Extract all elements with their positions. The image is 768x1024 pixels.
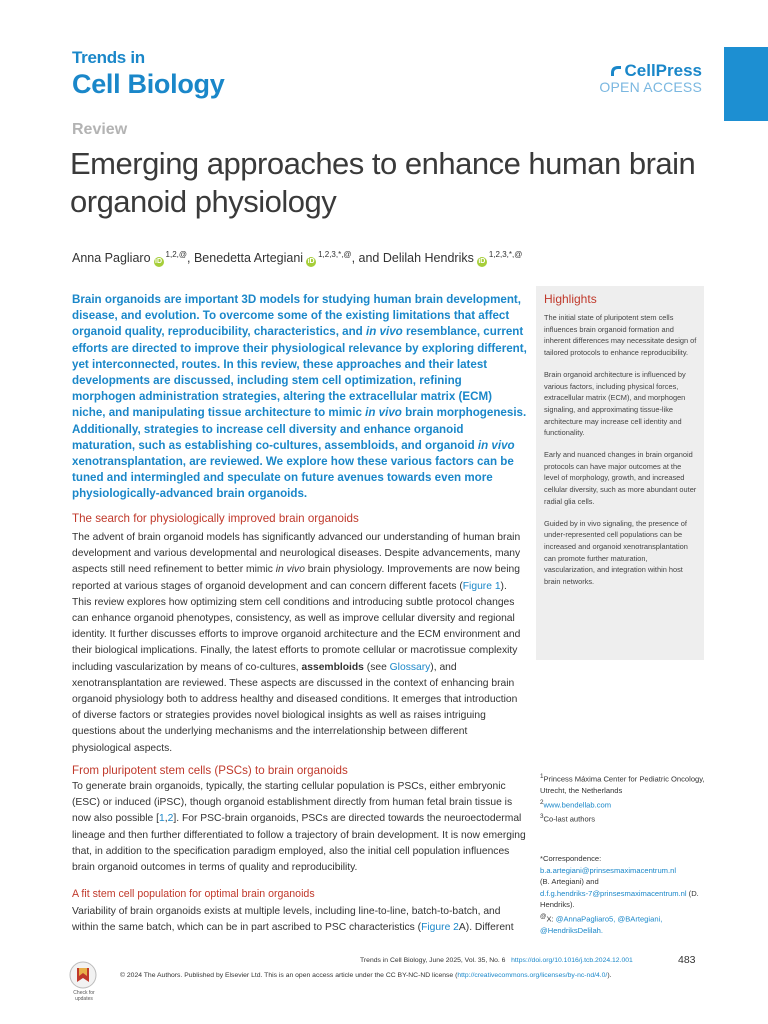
author-list <box>72 250 522 267</box>
license-link[interactable]: http://creativecommons.org/licenses/by-nc-nd/4.0/ <box>457 972 608 979</box>
body-text: To generate brain organoids, typically, the starting cellular population is PSCs, either embryonic (ESC) or induced (iPSC), though organoid establishment directly from human fetal brain tissue is now also possible [ <box>72 781 513 825</box>
body-text: , <box>164 813 168 825</box>
article-title: Emerging approaches to enhance human brain organoid physiology <box>70 146 696 219</box>
body-text: ), and xenotransplantation are reviewed. These aspects are discussed in the context of enhancing brain organoid physiology both to address healthy and diseased conditions. It emerges that introduction of diverse factors or strategies provides novel biological insights as well as raises intriguing questions about the underlying mechanisms and the interrelationship between different physiological aspects. <box>72 661 518 754</box>
citation-text: Trends in Cell Biology, June 2025, Vol. 35, No. 6 <box>360 957 506 964</box>
author-affiliation: 1,2,@ <box>165 250 187 259</box>
author-affiliation: 1,2,3,*,@ <box>318 250 352 259</box>
check-for-updates-label: Check for updates <box>73 990 95 1002</box>
license-text <box>120 972 611 979</box>
glossary-term: assembloids <box>301 661 364 673</box>
publisher-logo[interactable] <box>592 62 702 94</box>
journal-name-line2: Cell Biology <box>72 69 225 99</box>
journal-name <box>72 48 224 100</box>
abstract-text: xenotransplantation, are reviewed. We explore how these various factors can be tuned and intermingled and speculate on future avenues towards even more physiologically-advanced brain organoids. <box>72 455 514 501</box>
abstract-italic: in vivo <box>477 438 515 452</box>
body-text: Variability of brain organoids exists at multiple levels, including line-to-line, batch-to-batch, and within the same batch, which can be in part ascribed to PSC characteristics ( <box>72 906 501 934</box>
subsection-heading-stem-cell: A fit stem cell population for optimal brain organoids <box>72 888 315 900</box>
check-for-updates-icon[interactable] <box>68 960 98 990</box>
correspondence-name: (D. Hendriks). <box>540 888 699 909</box>
highlights-title: Highlights <box>544 292 597 306</box>
glossary-link[interactable]: Glossary <box>389 661 431 673</box>
affiliation-1: Princess Máxima Center for Pediatric Oncology, Utrecht, the Netherlands <box>540 774 705 796</box>
publisher-name: CellPress <box>624 61 702 80</box>
correspondence-label: *Correspondence: <box>540 854 602 863</box>
author-name: Delilah Hendriks <box>382 251 474 266</box>
highlight-item: Early and nuanced changes in brain organoid protocols can have major outcomes at the level of morphology, growth, and increased cellular diversity, such as more abundant outer radial glia cells. <box>544 450 697 506</box>
cellpress-logo-icon <box>609 64 623 78</box>
footer-citation <box>360 957 633 964</box>
affiliations: $^1$Princess Máxima Center for Pediatric Oncology, Utrecht, the Netherlands $^2$www.bendellab.com $^3$Co-last authors <box>540 773 705 824</box>
figure-1-link[interactable]: Figure 1 <box>462 580 501 592</box>
affiliation-3: Co-last authors <box>543 814 596 824</box>
figure-2-link[interactable]: Figure 2 <box>421 922 459 934</box>
article-type: Review <box>72 121 128 138</box>
body-text: (see <box>363 661 390 673</box>
email-link-artegiani[interactable]: b.a.artegiani@prinsesmaximacentrum.nl <box>540 865 677 875</box>
body-text: ). This review explores how optimizing stem cell conditions and introducing subtle protocol changes can enhance organoid phenotypes, consistency, as well as improve cellular diversity and regional identity. It further discusses efforts to improve organoid architecture and the ECM environment and their biological implications. Finally, the latest efforts to promote cellular or macrotissue complexity including vascularization by means of co-cultures, <box>72 580 521 673</box>
x-handles[interactable]: @AnnaPagliaro5, @BArtegiani, @HendriksDelilah. <box>540 914 663 935</box>
author-separator: , and <box>351 251 383 266</box>
journal-name-line1: Trends in <box>72 48 145 67</box>
section-heading-psc: From pluripotent stem cells (PSCs) to brain organoids <box>72 764 348 777</box>
body-text: ]. For PSC-brain organoids, PSCs are directed towards the neuroectodermal lineage and then further differentiated to follow a trajectory of brain development. It is now emerging that, in addition to the specification paradigm employed, also the initial cell population influences brain organoid outcomes in terms of quality and reproducibility. <box>72 813 526 874</box>
subsection-body-stem-cell <box>72 904 528 936</box>
abstract-text: brain morphogenesis. Additionally, strategies to increase cell diversity and enhance organoid maturation, such as establishing co-cultures, assembloids, and organoid <box>72 406 527 452</box>
orcid-icon[interactable]: iD <box>155 258 163 266</box>
abstract-italic: in vivo <box>365 406 402 420</box>
reference-link[interactable]: 1 <box>159 813 165 825</box>
section-heading-search: The search for physiologically improved brain organoids <box>72 512 359 525</box>
highlight-item: The initial state of pluripotent stem cells influences brain organoid formation and inherent differences may necessitate design of tailored protocols to enhance reproducibility. <box>544 313 697 358</box>
lab-website-link[interactable]: www.bendellab.com <box>543 800 612 810</box>
doi-link[interactable]: https://doi.org/10.1016/j.tcb.2024.12.001 <box>511 957 633 964</box>
abstract <box>72 292 528 503</box>
highlight-item: Brain organoid architecture is influenced by various factors, including physical forces, extracellular matrix (ECM), and morphogen signaling, and approximating tissue-like architecture may increase cell identity and functionality. <box>544 369 686 438</box>
section-body-psc <box>72 779 528 876</box>
author-name: Benedetta Artegiani <box>193 251 304 266</box>
abstract-text: Brain organoids are important 3D models for studying human brain development, disease, and evolution. To overcome some of the existing limitations that affect organoid quality, reproducibility, characteristics, and <box>72 293 521 339</box>
section-body-search <box>72 530 528 757</box>
orcid-icon[interactable]: iD <box>307 258 315 266</box>
author-affiliation: 1,2,3,*,@ <box>488 250 523 259</box>
correspondence-name: (B. Artegiani) and <box>540 877 599 886</box>
license-prefix: © 2024 The Authors. Published by Elsevier Ltd. This is an open access article under the CC BY-NC-ND license ( <box>120 972 458 979</box>
abstract-italic: in vivo <box>366 325 403 339</box>
body-text: brain physiology. Improvements are now being reported at various stages of organoid development and can concern different facets ( <box>72 564 520 592</box>
body-text: The advent of brain organoid models has significantly advanced our understanding of human brain development and various developmental and neurological diseases. Despite advancements, many aspects still need refinement to better mimic <box>72 532 521 576</box>
orcid-icon[interactable]: iD <box>478 258 486 266</box>
correspondence: *Correspondence: b.a.artegiani@prinsesmaximacentrum.nl (B. Artegiani) and d.f.g.hendriks-7@prinsesmaximacentrum.nl (D. Hendriks). @X: @AnnaPagliaro5, @BArtegiani, @HendriksDelilah. <box>540 853 706 936</box>
header-accent-bar <box>724 47 768 121</box>
reference-link[interactable]: 2 <box>167 813 174 825</box>
author-name: Anna Pagliaro <box>72 251 151 266</box>
author-separator: , <box>187 251 194 266</box>
license-suffix: ). <box>607 972 612 979</box>
abstract-text: resemblance, current efforts are directed to improve their physiological relevance by exploring different, yet interconnected, routes. In this review, these approaches and their latest developments are discussed, including stem cell optimization, refining morphogen administration strategies, altering the extracellular matrix (ECM) niche, and manipulating tissue architecture to mimic <box>72 325 527 420</box>
highlights-box <box>536 286 704 660</box>
body-italic: in vivo <box>275 564 305 576</box>
page-number: 483 <box>678 954 696 966</box>
body-text: A). Different <box>458 922 514 934</box>
highlights-list <box>544 312 698 598</box>
x-label: X: <box>546 914 556 924</box>
open-access-label: OPEN ACCESS <box>599 79 702 95</box>
email-link-hendriks[interactable]: d.f.g.hendriks-7@prinsesmaximacentrum.nl <box>540 888 687 898</box>
highlight-item: Guided by in vivo signaling, the presence of under-represented cell populations can be increased and organoid xenotransplantation can promote further maturation, vascularization, and integration within host brain networks. <box>544 518 688 587</box>
